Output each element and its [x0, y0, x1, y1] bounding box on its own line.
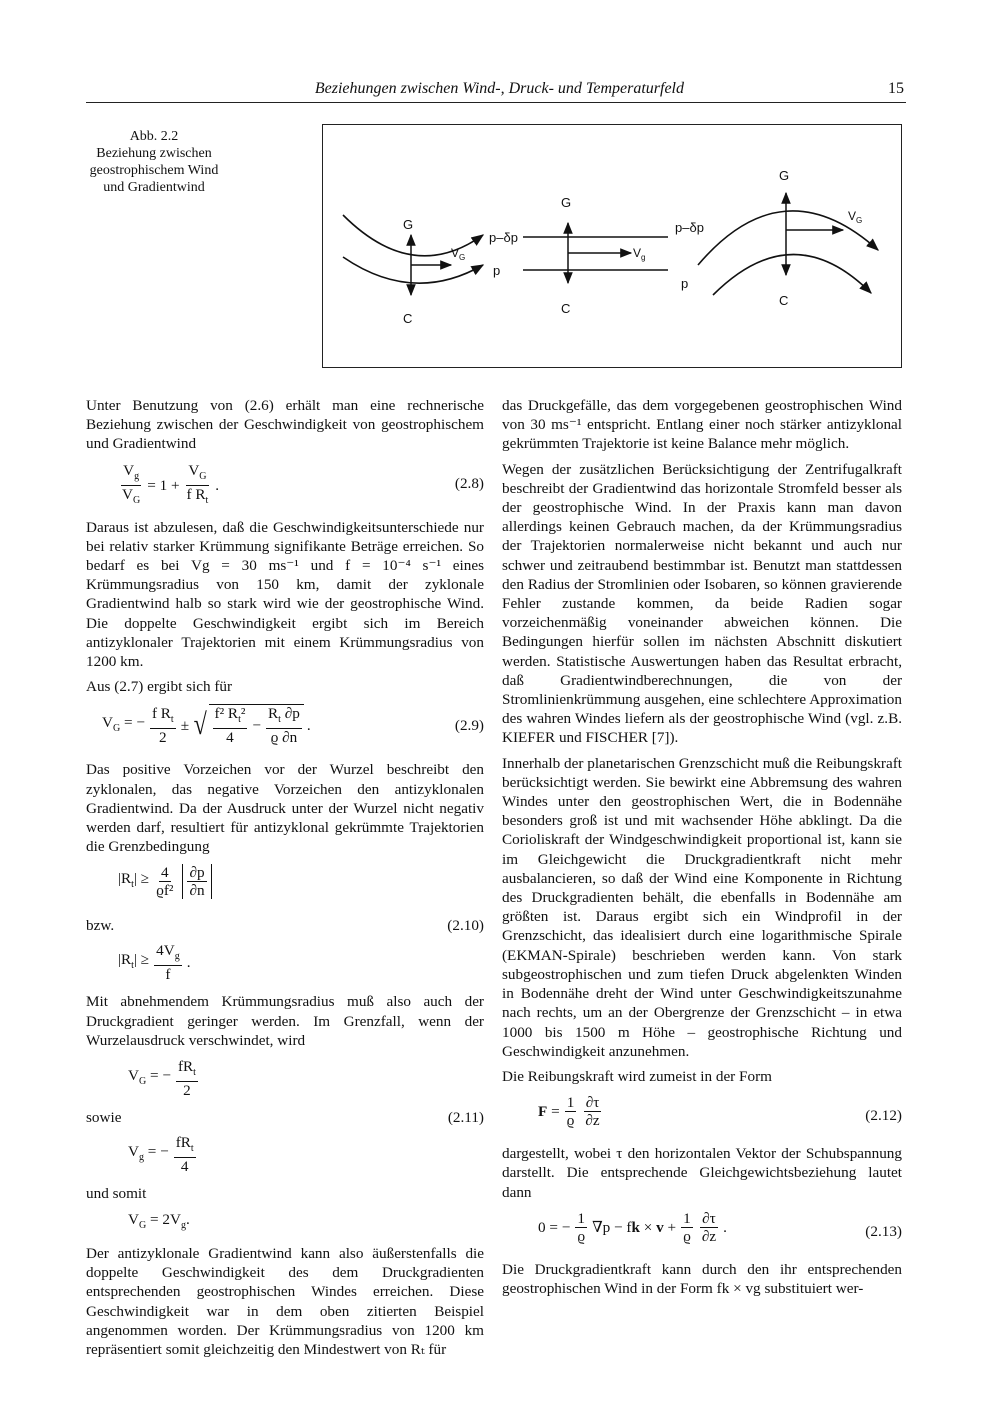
- label-p-minus: p–δp: [675, 220, 704, 235]
- caption-line: Beziehung zwischen: [96, 146, 212, 161]
- equation-2-8: $\frac{V_g}{V_G}$ = 1 + $\frac{V_G}{f R_t}$ . (2.8): [122, 461, 484, 506]
- left-column: [86, 396, 484, 1365]
- label-VG-sub: G: [856, 216, 863, 225]
- sowie-word: sowie: [86, 1109, 122, 1127]
- label-G: G: [403, 217, 414, 232]
- label-p-minus: p–δp: [489, 230, 518, 245]
- sowie-line: [86, 1108, 484, 1130]
- equation-2-11b: $V_g$ = − $\frac{fR_t}{4}$: [128, 1134, 194, 1176]
- label-C: C: [561, 301, 571, 316]
- label-VG-sub: G: [459, 253, 466, 262]
- caption-line: geostrophischem Wind: [89, 163, 219, 178]
- wind-diagram-svg: [323, 125, 903, 369]
- paragraph: Aus (2.7) ergibt sich für: [86, 678, 233, 696]
- label-Vg-sub: g: [641, 253, 646, 262]
- label-VG: V: [451, 246, 460, 260]
- paragraph: Unter Benutzung von (2.6) erhält man eine rechnerische Beziehung zwischen der Geschwindigkeit von geostrophischem und Gradientwind: [86, 397, 484, 453]
- paragraph: Daraus ist abzulesen, daß die Geschwindigkeitsunterschiede nur bei relativ starker Krümmung signifikante Beträge erreichen. So bedarf es bei Vg = 30 ms⁻¹ und f = 10⁻⁴ s⁻¹ eines Krümmungsradius von 150 km, damit der zyklonale Gradientwind halb so stark wird wie der geostrophische Wind. Die doppelte Geschwindigkeit ergibt sich im Bereich antizyklonaler Trajektorien mit einem Krümmungsradius von 1200 km.: [86, 518, 484, 671]
- paragraph: das Druckgefälle, das dem vorgegebenen geostrophischen Wind von 30 ms⁻¹ entspricht. Entlang einer noch stärker antizyklonal gekrümmten Trajektorie ist keine Balance mehr möglich.: [502, 397, 902, 453]
- equation-number: (2.8): [454, 474, 484, 492]
- label-G: G: [561, 195, 572, 210]
- equation-number: (2.13): [865, 1222, 902, 1240]
- equation-number: (2.10): [447, 917, 484, 935]
- paragraph: Die Reibungskraft wird zumeist in der Form: [502, 1067, 772, 1085]
- figure-caption: [86, 128, 222, 196]
- label-G: G: [779, 168, 790, 183]
- und-somit-line: [86, 1184, 484, 1206]
- equation-2-11a: $V_G$ = − $\frac{fR_t}{2}$: [128, 1058, 196, 1100]
- equation-2-12: F = $\frac{1}{ϱ}$ $\frac{\partial\tau}{\partial z}$ (2.12): [538, 1094, 902, 1130]
- equation-2-10a: $|R_t|$ ≥ $\frac{4}{\text{ϱf²}}$ $\frac{\partial p}{\partial n}$: [86, 862, 484, 908]
- equation-number: (2.11): [447, 1109, 484, 1127]
- right-column: [502, 396, 902, 1304]
- paragraph: dargestellt, wobei τ den horizontalen Vektor der Schubspannung darstellt. Die entsprechende Gleichgewichtsbeziehung lautet dann: [502, 1145, 902, 1201]
- running-header: [86, 80, 906, 103]
- figure-wind-diagram: [322, 124, 902, 368]
- label-p: p: [493, 263, 501, 278]
- equation-number: (2.9): [454, 717, 484, 735]
- paragraph: Die Druckgradientkraft kann durch den ihr entsprechenden geostrophischen Wind in der Form fk × vg substituiert wer-: [502, 1260, 902, 1297]
- label-C: C: [403, 311, 413, 326]
- equation-number: (2.12): [865, 1107, 902, 1125]
- label-Vg: V: [633, 246, 642, 260]
- paragraph: Der antizyklonale Gradientwind kann also äußerstenfalls die doppelte Geschwindigkeit des dem Druckgradienten entsprechenden geostrophischen Windes erreichen. Diese Geschwindigkeit war in dem oben zitierten Beispiel angenommen worden. Der Krümmungsradius von 1200 km repräsentiert somit gleichzeitig den Mindestwert von Rₜ für: [86, 1245, 484, 1359]
- paragraph: Innerhalb der planetarischen Grenzschicht muß die Reibungskraft berücksichtigt werden. Sie bewirkt eine Abbremsung des wahren Windes unter den geostrophischen Wert, die in Bodennähe besonders groß ist und mit wachsender Höhe abklingt. Da die Corioliskraft der Windgeschwindigkeit proportional ist, kann sie im Gleichgewicht die Druckgradientkraft nicht mehr ausbalancieren, so daß der Wind eine Komponente in Richtung des Druckgradienten behält, die ebenfalls in Bodennähe am größten ist. Daraus ergibt sich ein Windprofil in der Grenzschicht, das idealisiert durch eine logarithmische Spirale (EKMAN-Spirale) beschrieben werden kann. Von stark subgeostrophischen und zum tiefen Druck abgelenkten Winden in Bodennähe dreht der Wind unter Geschwindigkeitszunahme nach rechts, um an der Obergrenze der Grenzschicht – in etwa 1000 bis 1500 m Höhe – geostrophische Richtung und Geschwindigkeit anzunehmen.: [502, 754, 902, 1060]
- bzw-line: [86, 916, 484, 938]
- equation-2-13: 0 = − $\frac{1}{ϱ}$ ∇p − fk × v + $\frac{1}{ϱ}$ $\frac{\partial\tau}{\partial z}$ . (2.13): [538, 1209, 902, 1245]
- bzw-word: bzw.: [86, 917, 115, 935]
- paragraph: Das positive Vorzeichen vor der Wurzel beschreibt den zyklonalen, das negative Vorzeichen den antizyklonalen Gradientwind. Da der Ausdruck unter der Wurzel nicht negativ werden darf, resultiert für antizyklonal gekrümmte Trajektorien die Grenzbedingung: [86, 761, 484, 856]
- page-number: 15: [888, 80, 904, 97]
- equation-2-11c: $V_G = 2V_g$.: [128, 1211, 190, 1232]
- label-p: p: [681, 276, 689, 291]
- label-VG: V: [848, 209, 857, 223]
- caption-line: und Gradientwind: [103, 180, 205, 195]
- equation-2-10b: $|R_t|$ ≥ $\frac{4V_g}{f}$ .: [118, 942, 191, 984]
- running-title: Beziehungen zwischen Wind-, Druck- und Temperaturfeld: [314, 80, 684, 97]
- paragraph: Wegen der zusätzlichen Berücksichtigung der Zentrifugalkraft beschreibt der Gradientwind das horizontale Stromfeld besser als der geostrophische Wind. In der Praxis kann man davon allerdings keinen Gebrauch machen, da der Krümmungsradius der Trajektorien normalerweise nicht bekannt und auch nur schwer und zeitraubend bestimmbar ist. Benutzt man stattdessen den Radius der Stromlinien oder Isobaren, so können gravierende Fehler zustande kommen, da beide Radien sogar vorzeichenmäßig voneinander abweichen können. Die Bedingungen hierfür sollen im nächsten Abschnitt diskutiert werden. Statistische Auswertungen haben das Resultat erbracht, daß Gradientwindberechnungen, die von der Stromlinienkrümmung ausgehen, eine schlechtere Approximation des wahren Windes liefern als der geostrophische Wind (vgl. z.B. KIEFER und FISCHER [7]).: [502, 460, 902, 747]
- paragraph: Mit abnehmendem Krümmungsradius muß also auch der Druckgradient geringer werden. Im Grenzfall, wenn der Wurzelausdruck verschwindet, wird: [86, 993, 484, 1049]
- equation-2-9: $V_G$ = − $\frac{f R_t}{2}$ ± √ $\frac{f^2 R_t^2}{4}$ − $\frac{R_t \partial p}{ϱ \partial n}$ . (2.9): [102, 704, 484, 747]
- label-C: C: [779, 293, 789, 308]
- und-somit-word: und somit: [86, 1185, 147, 1203]
- caption-line: Abb. 2.2: [129, 129, 179, 144]
- isobar-curve: [713, 254, 871, 295]
